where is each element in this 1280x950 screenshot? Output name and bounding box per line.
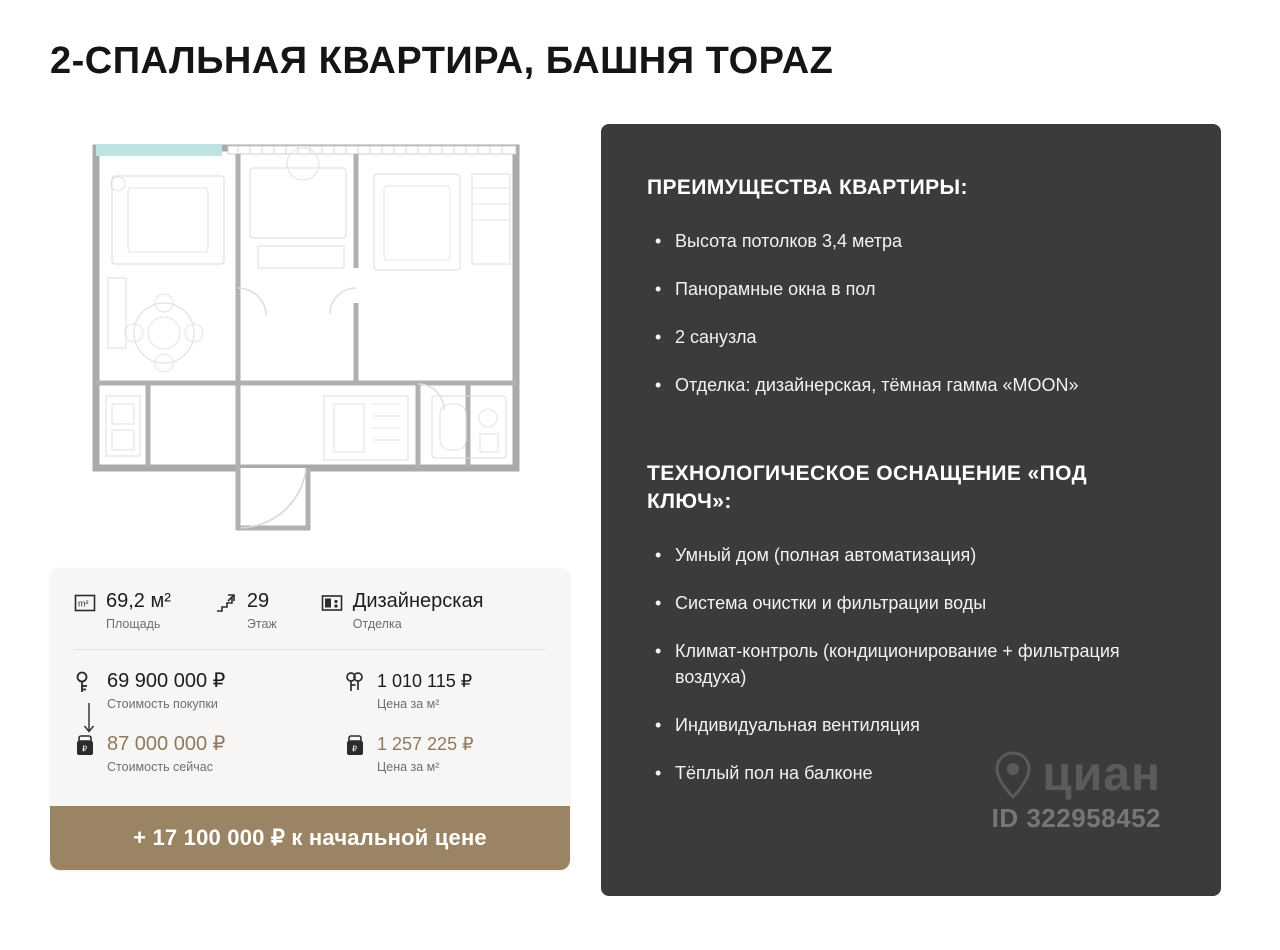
- price-current-label: Стоимость сейчас: [107, 760, 213, 774]
- price-per-sqm-current-label: Цена за м²: [377, 760, 440, 774]
- price-per-sqm-initial-label: Цена за м²: [377, 697, 440, 711]
- watermark-id: ID 322958452: [991, 803, 1161, 833]
- apartment-info-card: [50, 568, 570, 870]
- info-card-body: [50, 568, 570, 806]
- price-grid: [74, 650, 546, 796]
- finishing-icon: [321, 592, 343, 614]
- tech-list: [647, 542, 1175, 786]
- advantages-list: [647, 228, 1175, 398]
- svg-text:m²: m²: [78, 598, 89, 609]
- list-item: • Индивидуальная вентиляция: [647, 712, 1175, 738]
- keys-icon: [344, 671, 366, 695]
- spec-finishing-label: Отделка: [352, 617, 402, 631]
- svg-text:₽: ₽: [82, 744, 88, 754]
- price-per-sqm-current-value: 1 257 225 ₽: [377, 734, 474, 754]
- spec-floor-value: 29: [246, 590, 270, 612]
- svg-text:₽: ₽: [352, 744, 358, 754]
- list-item: • Климат-контроль (кондиционирование + фильтрация воздуха): [647, 638, 1175, 690]
- spec-row: [74, 590, 546, 650]
- price-per-sqm-initial: [344, 670, 546, 711]
- price-purchase-label: Стоимость покупки: [107, 697, 218, 711]
- watermark-brand: циан: [1042, 748, 1161, 801]
- price-current-value: 87 000 000 ₽: [107, 733, 226, 755]
- spec-floor: [215, 590, 277, 631]
- price-per-sqm-current: [344, 733, 546, 774]
- arrow-down-icon: [82, 702, 96, 736]
- area-icon: [74, 592, 96, 614]
- key-icon: [74, 671, 96, 695]
- list-item: • Тёплый пол на балконе: [647, 760, 1175, 786]
- spec-area-value: 69,2 м²: [106, 590, 171, 612]
- list-item: • 2 санузла: [647, 324, 1175, 350]
- spec-finishing: [321, 590, 484, 631]
- price-increase-banner: + 17 100 000 ₽ к начальной цене: [50, 806, 570, 870]
- features-panel: [601, 124, 1221, 896]
- price-current: [74, 733, 344, 774]
- list-item: • Панорамные окна в пол: [647, 276, 1175, 302]
- list-item: • Система очистки и фильтрации воды: [647, 590, 1175, 616]
- tag-icon: [74, 734, 96, 758]
- stairs-icon: [215, 592, 237, 614]
- price-per-sqm-initial-value: 1 010 115 ₽: [377, 671, 473, 691]
- list-item: • Высота потолков 3,4 метра: [647, 228, 1175, 254]
- list-item: • Умный дом (полная автоматизация): [647, 542, 1175, 568]
- spec-finishing-value: Дизайнерская: [352, 590, 484, 612]
- tag-icon: [344, 734, 366, 758]
- price-purchase: [74, 670, 344, 711]
- floor-plan-drawing: [88, 128, 538, 538]
- floor-plan: [88, 128, 538, 538]
- advantages-title: ПРЕИМУЩЕСТВА КВАРТИРЫ:: [647, 176, 968, 199]
- spec-area: [74, 590, 171, 631]
- price-purchase-value: 69 900 000 ₽: [107, 670, 226, 692]
- list-item: • Отделка: дизайнерская, тёмная гамма «MOON»: [647, 372, 1175, 398]
- spec-area-label: Площадь: [106, 617, 161, 631]
- page-title: 2-СПАЛЬНАЯ КВАРТИРА, БАШНЯ TOPAZ: [50, 40, 834, 82]
- tech-title: ТЕХНОЛОГИЧЕСКОЕ ОСНАЩЕНИЕ «ПОД КЛЮЧ»:: [647, 462, 1087, 513]
- spec-floor-label: Этаж: [246, 617, 277, 631]
